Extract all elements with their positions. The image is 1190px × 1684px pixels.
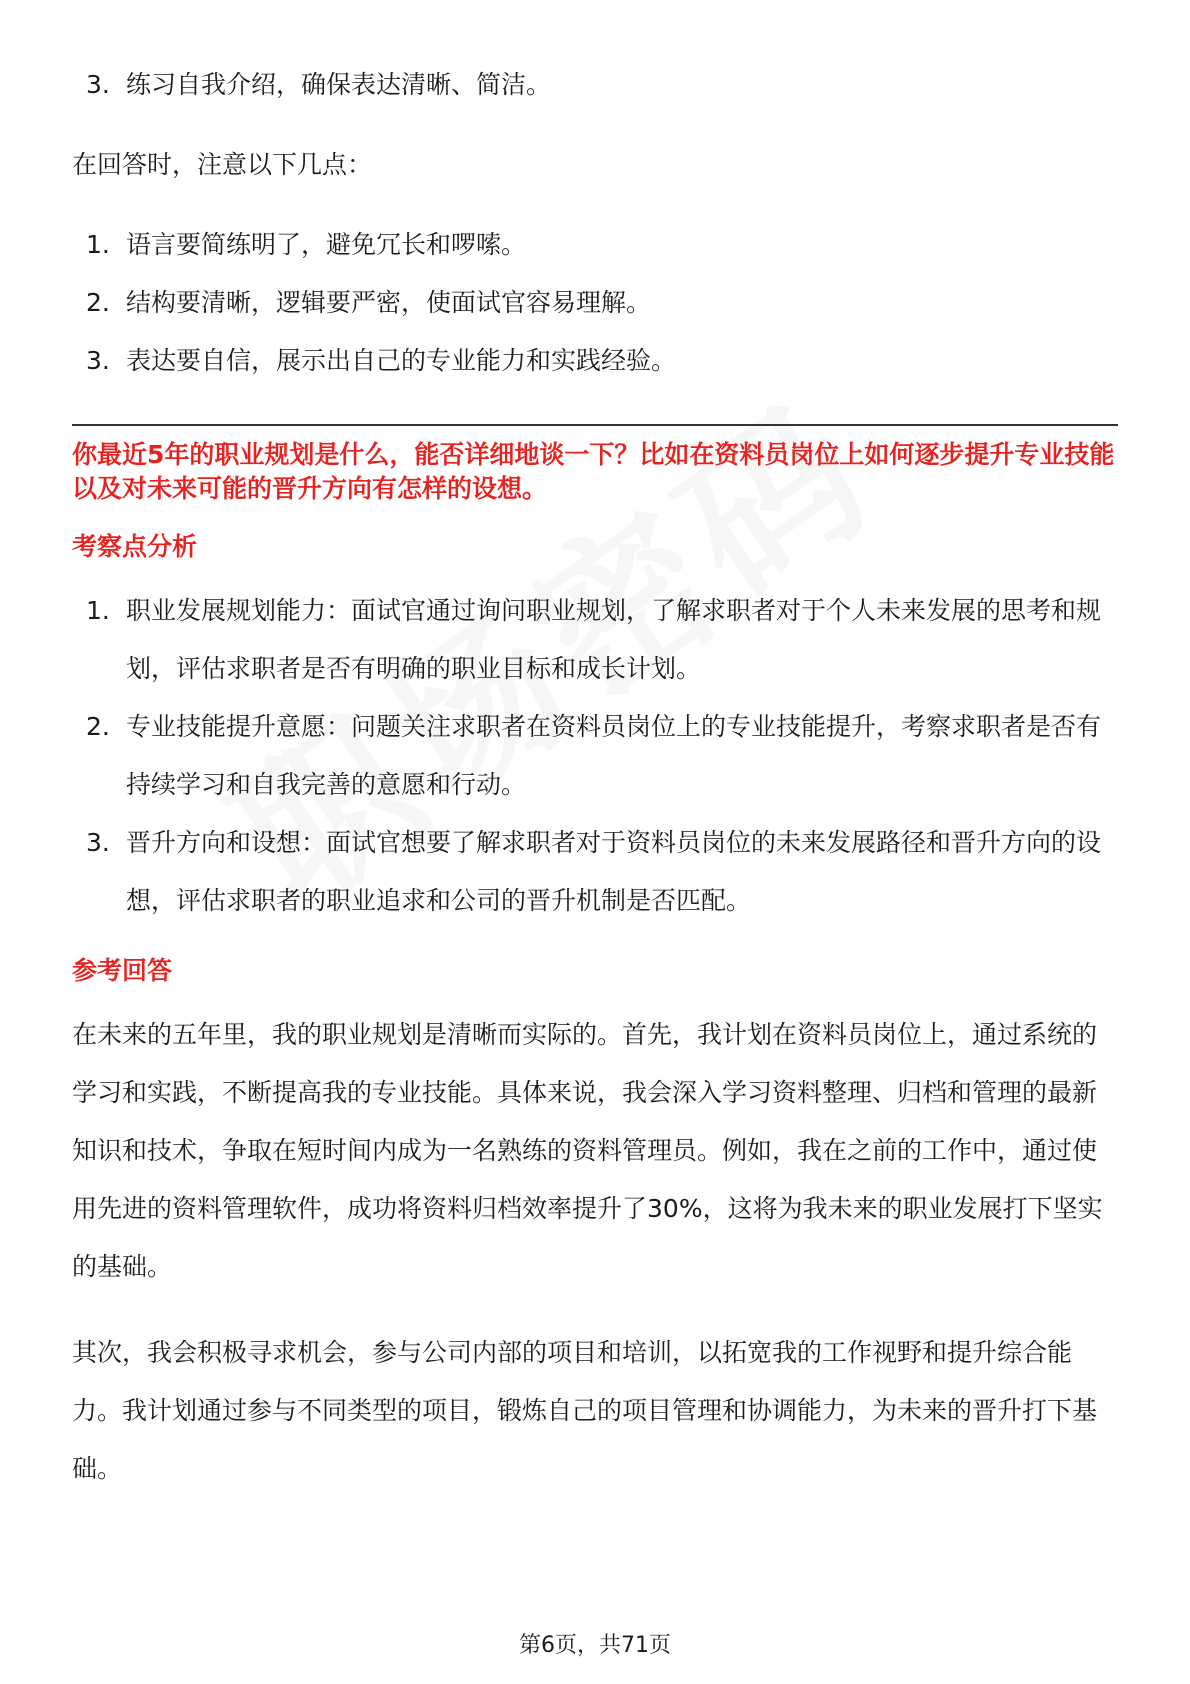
tips-list bbox=[72, 216, 1118, 390]
reference-heading: 参考回答 bbox=[72, 956, 173, 985]
reference-paragraph: 在未来的五年里，我的职业规划是清晰而实际的。首先，我计划在资料员岗位上，通过系统的学习和实践，不断提高我的专业技能。具体来说，我会深入学习资料整理、归档和管理的最新知识和技术，争取在短时间内成为一名熟练的资料管理员。例如，我在之前的工作中，通过使用先进的资料管理软件，成功将资料归档效率提升了30%，这将为我未来的职业发展打下坚实的基础。 bbox=[72, 1020, 1103, 1281]
list-item bbox=[72, 56, 1118, 114]
list-number: 1. bbox=[86, 230, 110, 259]
list-number: 3. bbox=[86, 70, 110, 99]
tips-intro: 在回答时，注意以下几点： bbox=[72, 150, 373, 179]
list-text: 语言要简练明了，避免冗长和啰嗦。 bbox=[126, 230, 527, 259]
list-text: 职业发展规划能力：面试官通过询问职业规划，了解求职者对于个人未来发展的思考和规划，评估求职者是否有明确的职业目标和成长计划。 bbox=[126, 596, 1102, 683]
list-number: 3. bbox=[86, 346, 110, 375]
section-divider bbox=[72, 424, 1118, 426]
page-content bbox=[72, 56, 1118, 1498]
analysis-list bbox=[72, 582, 1118, 930]
reference-paragraph: 其次，我会积极寻求机会，参与公司内部的项目和培训，以拓宽我的工作视野和提升综合能力。我计划通过参与不同类型的项目，锻炼自己的项目管理和协调能力，为未来的晋升打下基础。 bbox=[72, 1338, 1098, 1483]
analysis-heading: 考察点分析 bbox=[72, 532, 198, 561]
list-text: 晋升方向和设想：面试官想要了解求职者对于资料员岗位的未来发展路径和晋升方向的设想，评估求职者的职业追求和公司的晋升机制是否匹配。 bbox=[126, 828, 1102, 915]
list-item bbox=[72, 332, 1118, 390]
list-text: 结构要清晰，逻辑要严密，使面试官容易理解。 bbox=[126, 288, 652, 317]
page-footer: 第6页，共71页 bbox=[519, 1633, 671, 1658]
list-item bbox=[72, 814, 1118, 930]
list-item bbox=[72, 216, 1118, 274]
list-number: 2. bbox=[86, 288, 110, 317]
prep-list bbox=[72, 56, 1118, 114]
interview-question: 你最近5年的职业规划是什么，能否详细地谈一下？比如在资料员岗位上如何逐步提升专业技能以及对未来可能的晋升方向有怎样的设想。 bbox=[72, 440, 1115, 503]
list-text: 专业技能提升意愿：问题关注求职者在资料员岗位上的专业技能提升，考察求职者是否有持续学习和自我完善的意愿和行动。 bbox=[126, 712, 1102, 799]
list-text: 练习自我介绍，确保表达清晰、简洁。 bbox=[126, 70, 552, 99]
list-number: 2. bbox=[86, 712, 110, 741]
list-item bbox=[72, 698, 1118, 814]
list-item bbox=[72, 274, 1118, 332]
list-text: 表达要自信，展示出自己的专业能力和实践经验。 bbox=[126, 346, 677, 375]
list-number: 3. bbox=[86, 828, 110, 857]
list-item bbox=[72, 582, 1118, 698]
list-number: 1. bbox=[86, 596, 110, 625]
